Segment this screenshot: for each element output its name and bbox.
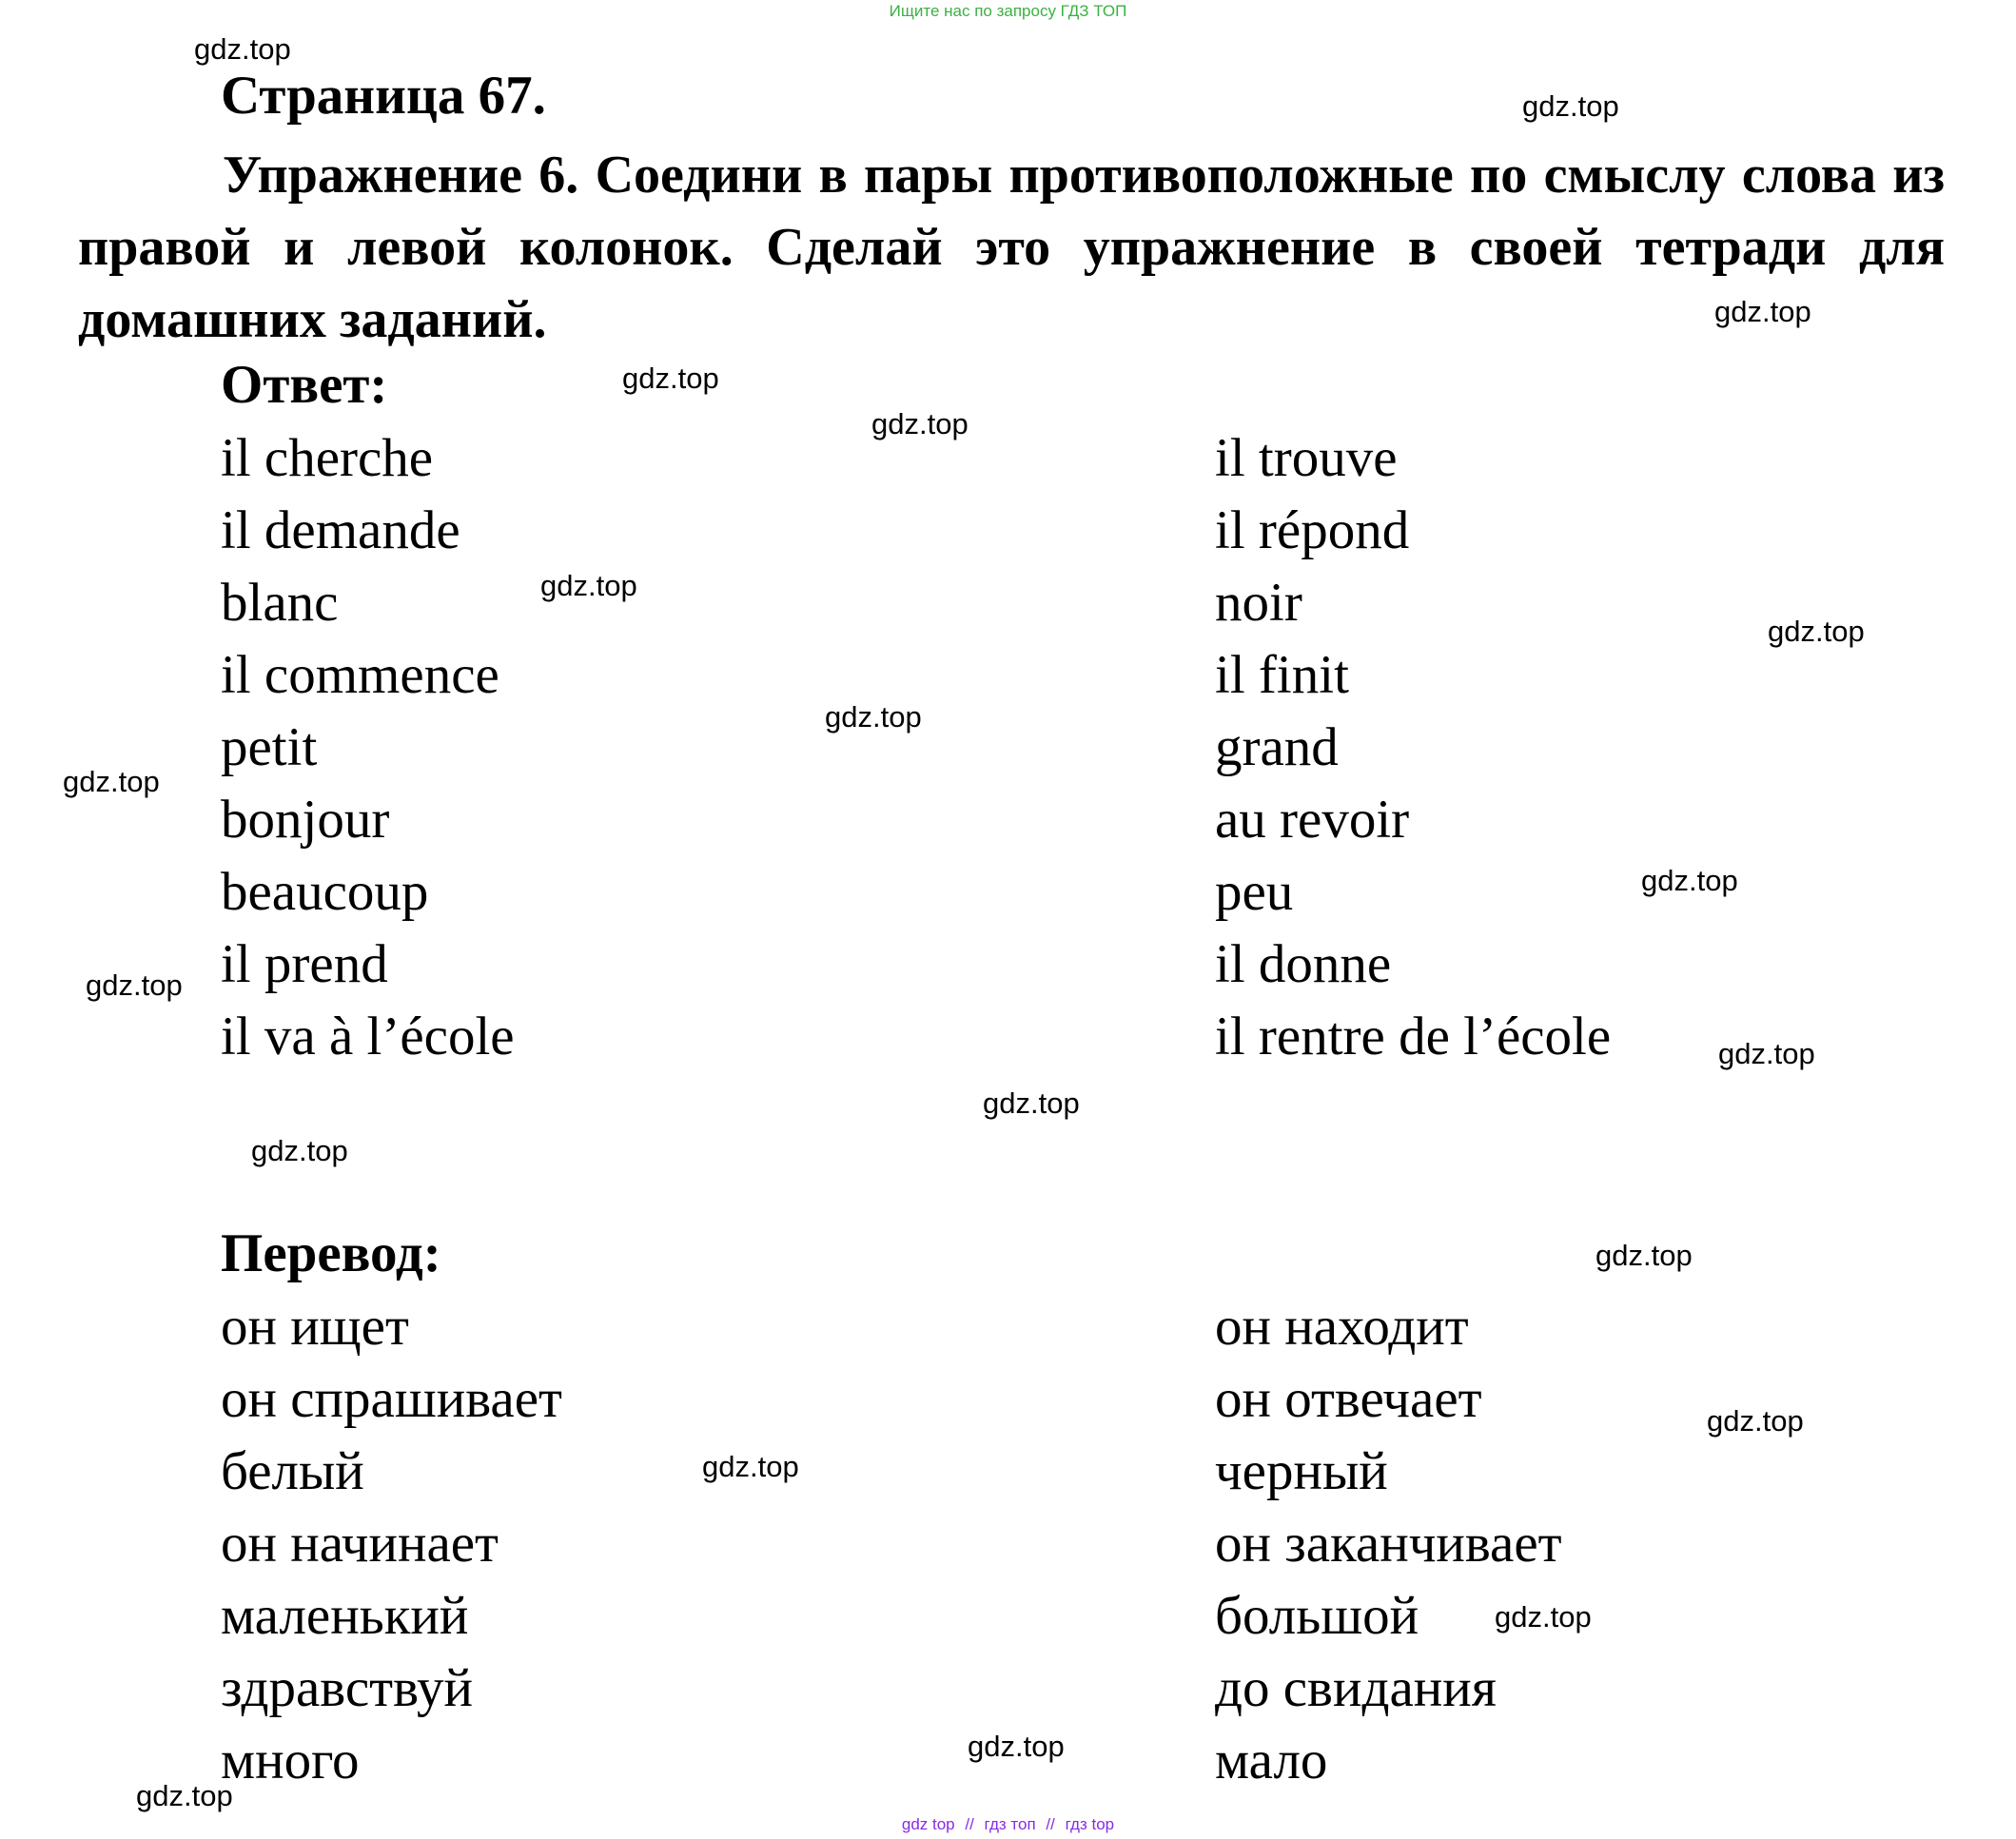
translation-right-item: он находит — [1215, 1297, 1469, 1357]
answer-left-item: il commence — [221, 645, 499, 705]
footer-item: гдз top — [1065, 1815, 1115, 1833]
translation-right-item: он отвечает — [1215, 1369, 1482, 1429]
watermark: gdz.top — [86, 968, 183, 1002]
watermark: gdz.top — [825, 700, 922, 734]
translation-right-column — [1215, 1291, 1562, 1797]
answer-label: Ответ: — [221, 355, 388, 415]
watermark: gdz.top — [1768, 615, 1865, 648]
translation-right-item: он заканчивает — [1215, 1514, 1562, 1574]
page-title: Страница 67. — [221, 66, 546, 126]
watermark: gdz.top — [871, 407, 969, 440]
answer-right-column — [1215, 422, 1611, 1073]
answer-left-item: blanc — [221, 573, 339, 633]
answer-right-item: grand — [1215, 717, 1339, 777]
answer-left-item: il prend — [221, 934, 388, 994]
footer — [0, 1815, 2016, 1834]
translation-right-item: большой — [1215, 1586, 1419, 1646]
answer-right-item: il répond — [1215, 500, 1410, 560]
translation-right-item: до свидания — [1215, 1658, 1497, 1718]
watermark: gdz.top — [983, 1086, 1080, 1120]
footer-item: gdz top — [901, 1815, 955, 1833]
translation-right-item: мало — [1215, 1731, 1328, 1790]
watermark: gdz.top — [1641, 864, 1738, 897]
translation-left-column — [221, 1291, 562, 1797]
footer-item: гдз топ — [984, 1815, 1036, 1833]
answer-right-item: il donne — [1215, 934, 1392, 994]
watermark: gdz.top — [1714, 295, 1811, 328]
translation-left-item: он спрашивает — [221, 1369, 562, 1429]
answer-right-item: il trouve — [1215, 428, 1398, 488]
answer-left-item: il va à l’école — [221, 1007, 515, 1066]
watermark: gdz.top — [194, 32, 291, 66]
watermark: gdz.top — [251, 1134, 348, 1167]
translation-left-item: он начинает — [221, 1514, 499, 1574]
watermark: gdz.top — [1495, 1600, 1592, 1634]
footer-separator: // — [1046, 1815, 1055, 1833]
answer-right-item: il finit — [1215, 645, 1349, 705]
translation-label: Перевод: — [221, 1223, 441, 1283]
translation-left-item: белый — [221, 1441, 364, 1501]
watermark: gdz.top — [540, 569, 637, 602]
exercise-task: Упражнение 6. Соедини в пары противоположные по смыслу слова из правой и левой колонок. Сделай это упражнение в своей тетради для домашних заданий. — [78, 146, 1945, 349]
translation-left-item: он ищет — [221, 1297, 409, 1357]
answer-left-item: beaucoup — [221, 862, 429, 922]
answer-left-item: il cherche — [221, 428, 434, 488]
watermark: gdz.top — [1718, 1037, 1815, 1070]
watermark: gdz.top — [136, 1779, 233, 1812]
watermark: gdz.top — [1707, 1404, 1804, 1438]
answer-left-item: bonjour — [221, 790, 390, 850]
answer-right-item: au revoir — [1215, 790, 1410, 850]
watermark: gdz.top — [1522, 89, 1619, 123]
translation-left-item: здравствуй — [221, 1658, 474, 1718]
answer-left-column — [221, 422, 515, 1073]
translation-left-item: маленький — [221, 1586, 469, 1646]
answer-left-item: petit — [221, 717, 318, 777]
watermark: gdz.top — [968, 1730, 1065, 1763]
top-banner: Ищите нас по запросу ГДЗ ТОП — [889, 2, 1127, 20]
watermark: gdz.top — [1595, 1239, 1693, 1272]
answer-left-item: il demande — [221, 500, 460, 560]
translation-right-item: черный — [1215, 1441, 1388, 1501]
watermark: gdz.top — [702, 1450, 799, 1483]
answer-right-item: peu — [1215, 862, 1294, 922]
answer-right-item: noir — [1215, 573, 1302, 633]
answer-right-item: il rentre de l’école — [1215, 1007, 1612, 1066]
watermark: gdz.top — [63, 765, 160, 798]
watermark: gdz.top — [622, 362, 719, 395]
translation-left-item: много — [221, 1731, 360, 1790]
footer-separator: // — [965, 1815, 974, 1833]
